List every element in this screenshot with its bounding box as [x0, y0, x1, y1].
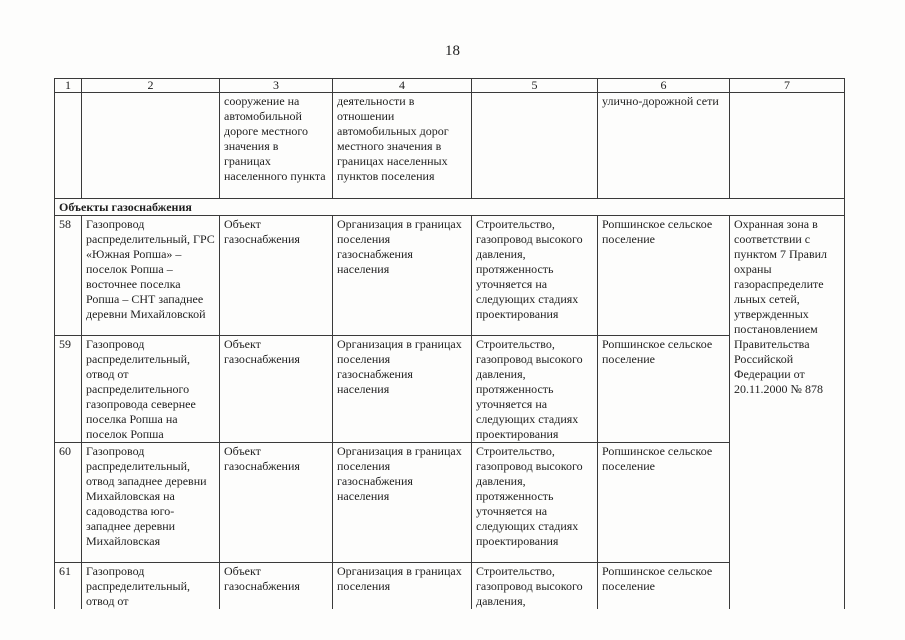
cell-name: Газопровод распределительный, отвод западнее деревни Михайловская на садоводства юго-западнее деревни Михайловская	[82, 443, 220, 563]
cell-characteristics	[472, 93, 598, 199]
section-title: Объекты газоснабжения	[55, 199, 845, 216]
cell-name: Газопровод распределительный, отвод от	[82, 563, 220, 610]
cell-num: 60	[55, 443, 82, 563]
cell-location: Ропшинское сельское поселение	[598, 216, 730, 336]
cell-name: Газопровод распределительный, ГРС «Южная Ропша» – поселок Ропша – восточнее поселка Ропша – СНТ западнее деревни Михайловской	[82, 216, 220, 336]
column-number: 6	[598, 79, 730, 93]
cell-type: Объект газоснабжения	[220, 216, 333, 336]
section-row	[55, 199, 845, 216]
cell-purpose: деятельности в отношении автомобильных дорог местного значения в границах населенных пунктов поселения	[333, 93, 472, 199]
objects-table	[54, 78, 845, 609]
cell-purpose: Организация в границах поселения газоснабжения населения	[333, 216, 472, 336]
column-number: 3	[220, 79, 333, 93]
cell-type: Объект газоснабжения	[220, 563, 333, 610]
cell-purpose: Организация в границах поселения газоснабжения населения	[333, 336, 472, 443]
cell-characteristics: Строительство, газопровод высокого давления,	[472, 563, 598, 610]
cell-type: Объект газоснабжения	[220, 336, 333, 443]
column-number: 2	[82, 79, 220, 93]
continuation-row	[55, 93, 845, 199]
column-number: 5	[472, 79, 598, 93]
cell-location: улично-дорожной сети	[598, 93, 730, 199]
cell-type: сооружение на автомобильной дороге местного значения в границах населенного пункта	[220, 93, 333, 199]
cell-characteristics: Строительство, газопровод высокого давления, протяженность уточняется на следующих стадиях проектирования	[472, 443, 598, 563]
table-row	[55, 563, 845, 610]
cell-location: Ропшинское сельское поселение	[598, 336, 730, 443]
table-row	[55, 216, 845, 336]
column-number-row	[55, 79, 845, 93]
column-number: 7	[730, 79, 845, 93]
column-number: 4	[333, 79, 472, 93]
cell-name: Газопровод распределительный, отвод от распределительного газопровода севернее поселка Ропша на поселок Ропша	[82, 336, 220, 443]
cell-characteristics: Строительство, газопровод высокого давления, протяженность уточняется на следующих стадиях проектирования	[472, 216, 598, 336]
cell-protection-zone: Охранная зона в соответствии с пунктом 7 Правил охраны газораспределите льных сетей, утвержденных постановлением Правительства Российской Федерации от 20.11.2000 № 878	[730, 216, 845, 610]
page-number: 18	[445, 43, 460, 59]
cell-type: Объект газоснабжения	[220, 443, 333, 563]
cell-zone	[730, 93, 845, 199]
cell-purpose: Организация в границах поселения газоснабжения населения	[333, 443, 472, 563]
column-number: 1	[55, 79, 82, 93]
cell-name	[82, 93, 220, 199]
cell-location: Ропшинское сельское поселение	[598, 563, 730, 610]
cell-location: Ропшинское сельское поселение	[598, 443, 730, 563]
table-row	[55, 336, 845, 443]
cell-num	[55, 93, 82, 199]
cell-num: 58	[55, 216, 82, 336]
cell-characteristics: Строительство, газопровод высокого давления, протяженность уточняется на следующих стадиях проектирования	[472, 336, 598, 443]
cell-num: 61	[55, 563, 82, 610]
cell-num: 59	[55, 336, 82, 443]
table-row	[55, 443, 845, 563]
cell-purpose: Организация в границах поселения	[333, 563, 472, 610]
